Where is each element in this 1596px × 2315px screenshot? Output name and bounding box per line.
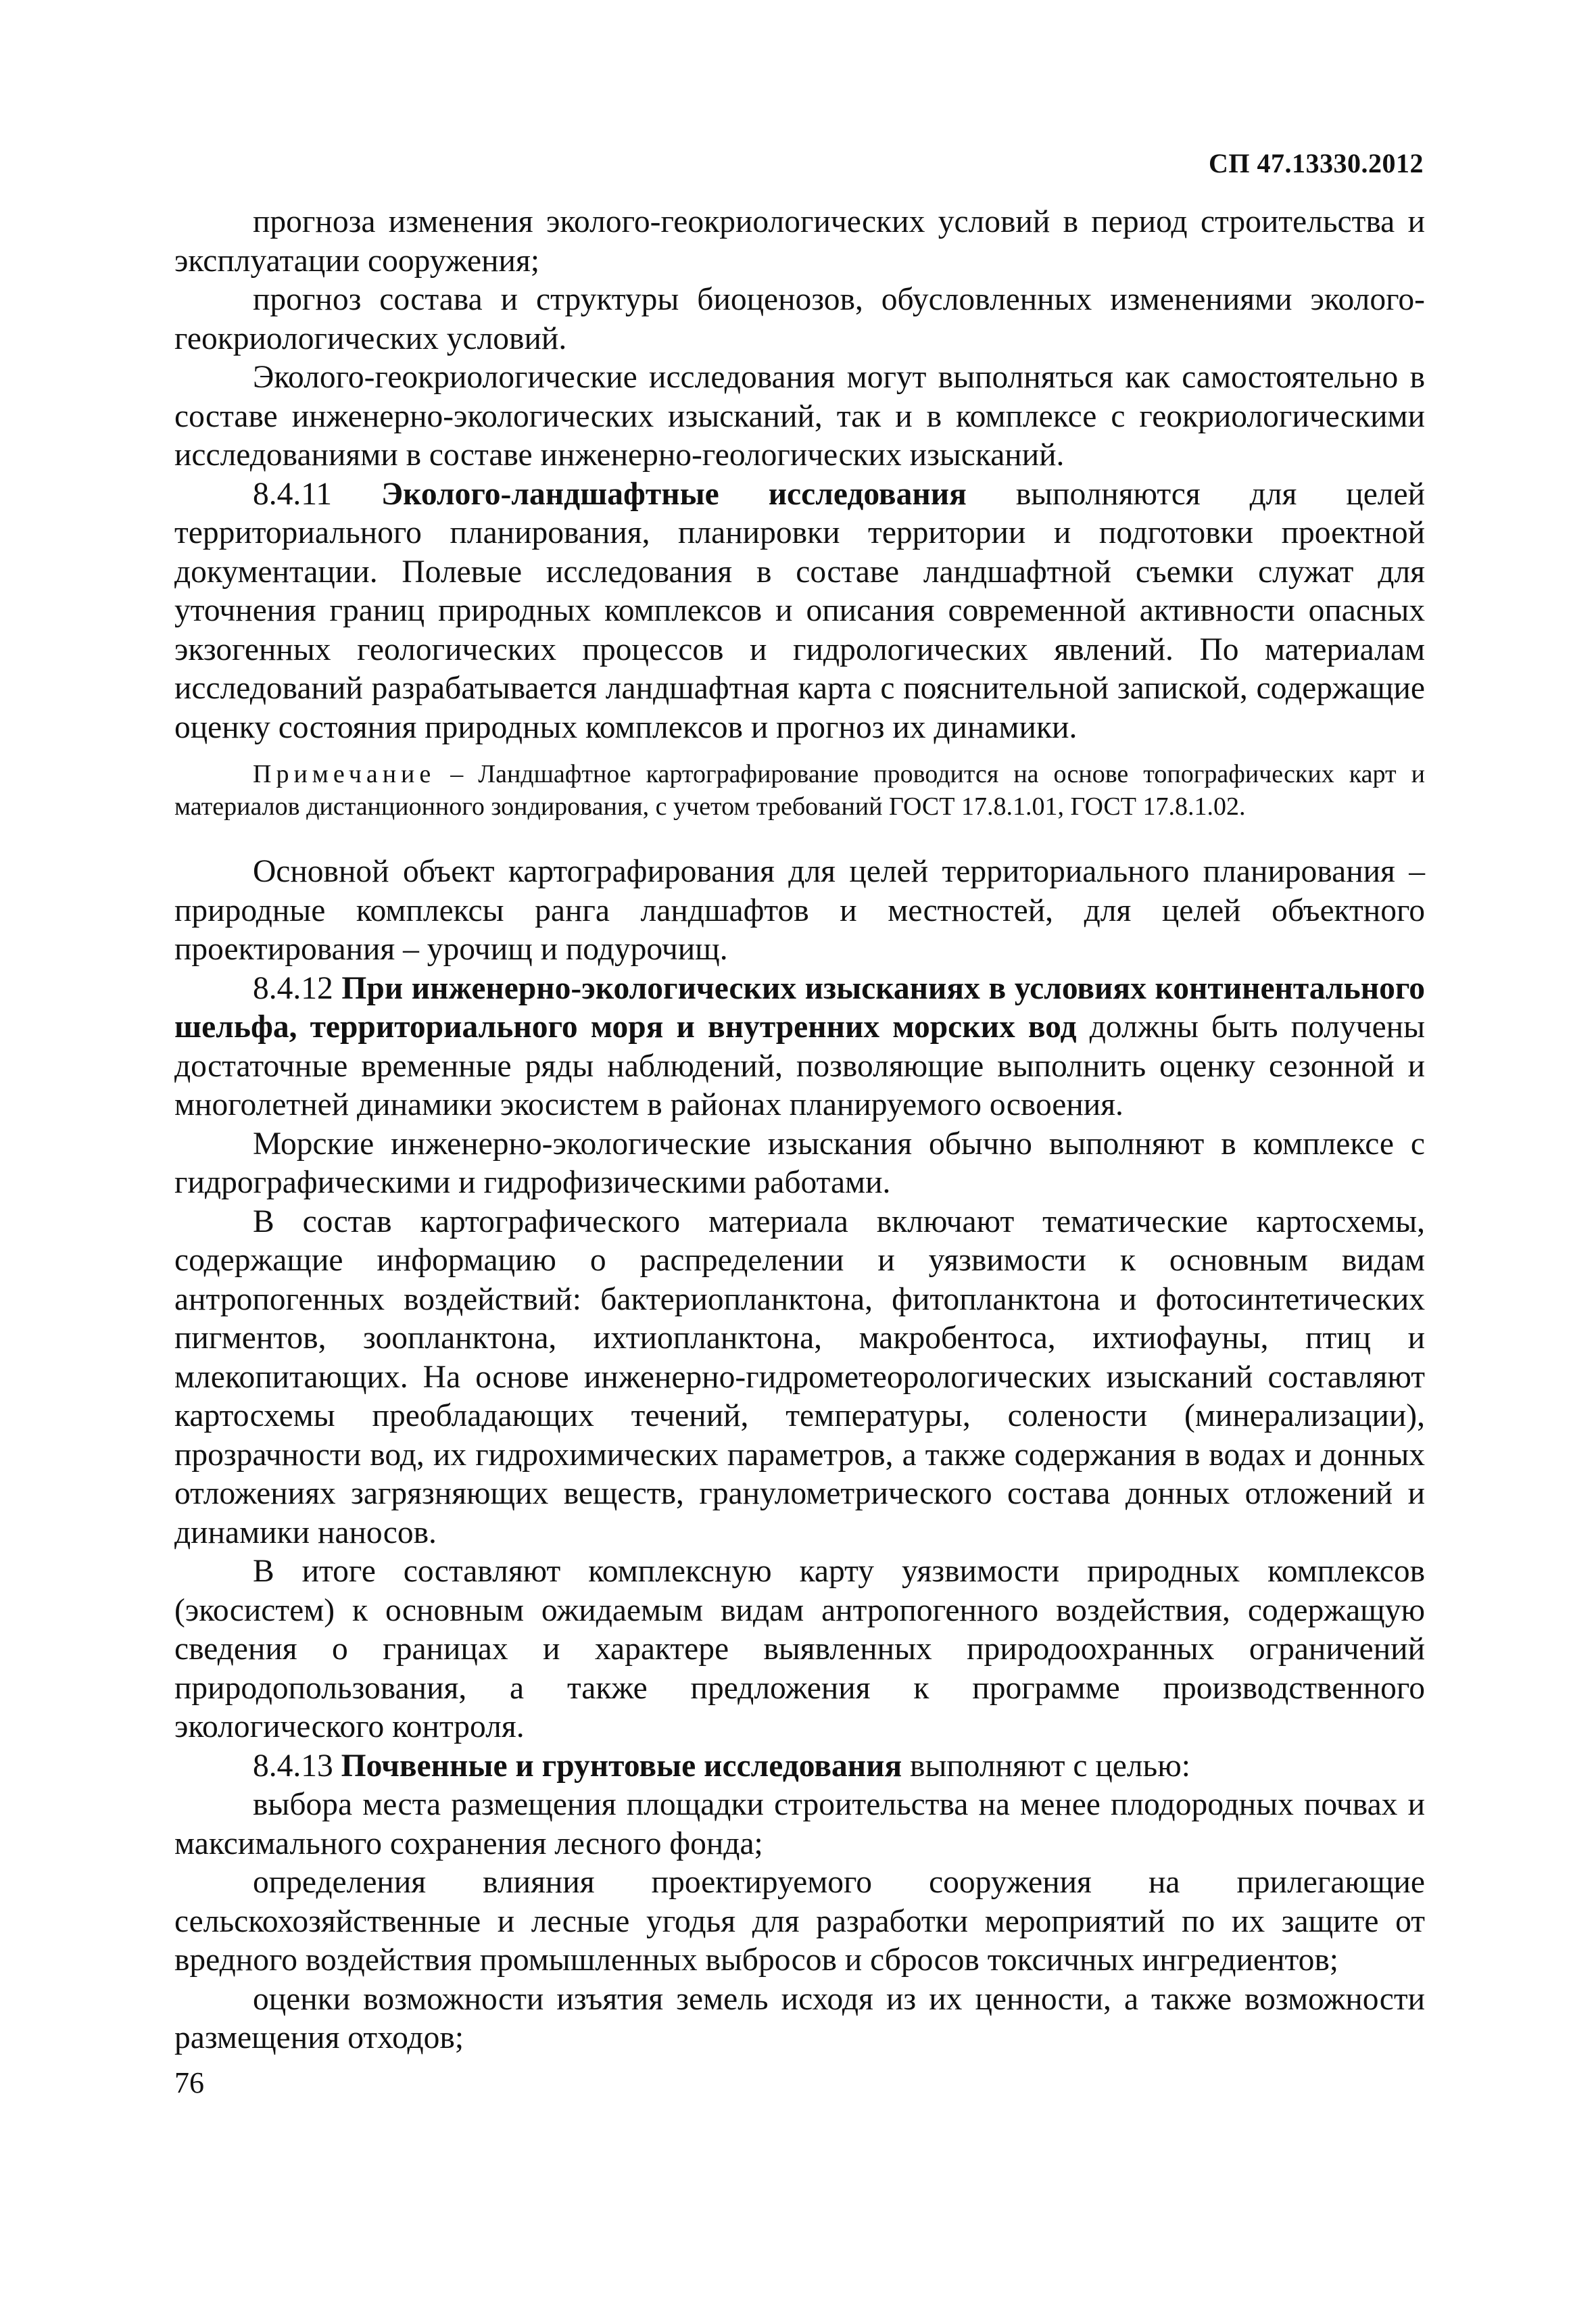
paragraph: определения влияния проектируемого сооружения на прилегающие сельскохозяйственные и лесные угодья для разработки мероприятий по их защите от вредного воздействия промышленных выбросов и сбросов токсичных ингредиентов; xyxy=(174,1865,1425,1978)
paragraph: оценки возможности изъятия земель исходя из их ценности, а также возможности размещения отходов; xyxy=(174,1981,1425,2055)
paragraph: В состав картографического материала включают тематические картосхемы, содержащие информацию о распределении и уязвимости к основным видам антропогенных воздействий: бактериопланктона, фитопланктона и фотосинтетических пигментов, зоопланктона, ихтиопланктона, макробентоса, ихтиофауны, птиц и млекопитающих. На основе инженерно-гидрометеорологических изысканий составляют картосхемы преобладающих течений, температуры, солености (минерализации), прозрачности вод, их гидрохимических параметров, а также содержания в водах и донных отложениях загрязняющих веществ, гранулометрического состава донных отложений и динамики наносов. xyxy=(174,1203,1425,1550)
section-heading: При инженерно-экологических изысканиях в условиях континентального шельфа, территориального моря и внутренних морских вод xyxy=(174,970,1425,1045)
paragraph: прогноза изменения эколого-геокриологических условий в период строительства и эксплуатации сооружения; xyxy=(174,204,1425,279)
section-number: 8.4.13 xyxy=(253,1748,341,1784)
paragraph-8-4-11: 8.4.11 Эколого-ландшафтные исследования выполняются для целей территориального планирования, планировки территории и подготовки проектной документации. Полевые исследования в составе ландшафтной съемки служат для уточнения границ природных комплексов и описания современной активности опасных экзогенных геологических процессов и гидрологических явлений. По материалам исследований разрабатывается ландшафтная карта с пояснительной запиской, содержащие оценку состояния природных комплексов и прогноз их динамики. xyxy=(174,476,1425,745)
document-code: СП 47.13330.2012 xyxy=(1209,148,1424,178)
document-body xyxy=(174,203,1425,2058)
paragraph: В итоге составляют комплексную карту уязвимости природных комплексов (экосистем) к основным ожидаемым видам антропогенного воздействия, содержащую сведения о границах и характере выявленных природоохранных ограничений природопользования, а также предложения к программе производственного экологического контроля. xyxy=(174,1554,1425,1744)
paragraph: прогноз состава и структуры биоценозов, обусловленных изменениями эколого-геокриологических условий. xyxy=(174,282,1425,356)
paragraph: Морские инженерно-экологические изыскания обычно выполняют в комплексе с гидрографическими и гидрофизическими работами. xyxy=(174,1126,1425,1200)
section-number: 8.4.11 xyxy=(253,476,381,512)
paragraph: Эколого-геокриологические исследования могут выполняться как самостоятельно в составе инженерно-экологических изысканий, так и в комплексе с геокриологическими исследованиями в составе инженерно-геологических изысканий. xyxy=(174,360,1425,473)
paragraph-8-4-13: 8.4.13 Почвенные и грунтовые исследования выполняют с целью: xyxy=(253,1748,1190,1784)
section-number: 8.4.12 xyxy=(253,970,342,1006)
note-label: Примечание xyxy=(253,760,436,788)
section-heading: Почвенные и грунтовые исследования xyxy=(341,1748,902,1784)
section-heading: Эколого-ландшафтные исследования xyxy=(381,476,967,512)
page-number: 76 xyxy=(174,2066,204,2099)
note: Примечание – Ландшафтное картографирование проводится на основе топографических карт и материалов дистанционного зондирования, с учетом требований ГОСТ 17.8.1.01, ГОСТ 17.8.1.02. xyxy=(174,760,1425,821)
paragraph: Основной объект картографирования для целей территориального планирования – природные комплексы ранга ландшафтов и местностей, для целей объектного проектирования – урочищ и подурочищ. xyxy=(174,854,1425,967)
paragraph-8-4-12: 8.4.12 При инженерно-экологических изысканиях в условиях континентального шельфа, территориального моря и внутренних морских вод должны быть получены достаточные временные ряды наблюдений, позволяющие выполнить оценку сезонной и многолетней динамики экосистем в районах планируемого освоения. xyxy=(174,970,1425,1122)
paragraph: выбора места размещения площадки строительства на менее плодородных почвах и максимального сохранения лесного фонда; xyxy=(174,1787,1425,1861)
